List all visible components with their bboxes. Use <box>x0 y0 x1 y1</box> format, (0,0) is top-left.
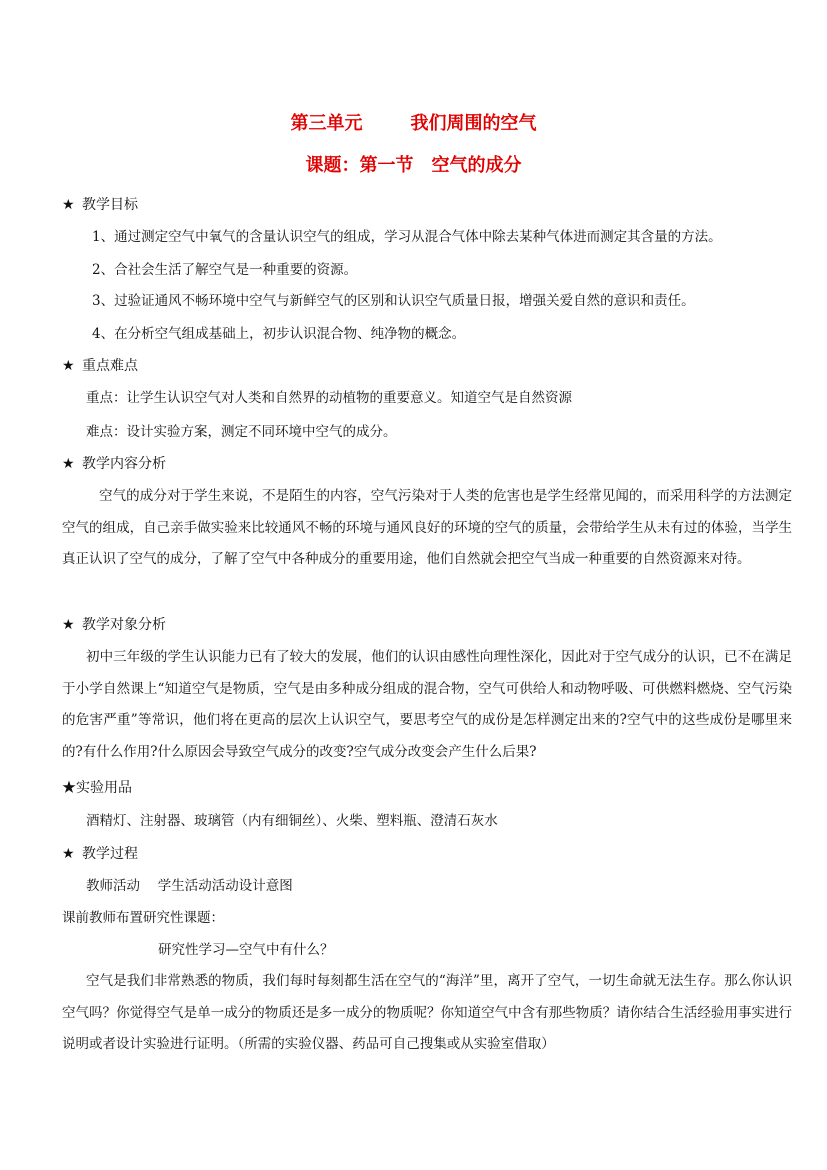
materials-heading: ★实验用品 <box>62 780 132 796</box>
objective-item: 3、过验证通风不畅环境中空气与新鲜空气的区别和认识空气质量日报，增强关爱自然的意识和责任。 <box>92 293 695 309</box>
materials-list: 酒精灯、注射器、玻璃管（内有细铜丝）、火柴、塑料瓶、澄清石灰水 <box>86 813 498 829</box>
key-point-focus: 重点：让学生认识空气对人类和自然界的动植物的重要意义。知道空气是自然资源 <box>86 390 572 406</box>
star-icon: ★ <box>62 456 75 472</box>
content-analysis-heading: ★ 教学内容分析 <box>62 456 166 472</box>
objective-item: 1、通过测定空气中氧气的含量认识空气的组成，学习从混合气体中除去某种气体进而测定其含量的方法。 <box>92 229 722 245</box>
audience-analysis-paragraph: 初中三年级的学生认识能力已有了较大的发展，他们的认识由感性向理性深化，因此对于空气成分的认识，已不在满足于小学自然课上“知道空气是物质，空气是由多种成分组成的混合物，空气可供给人和动物呼吸、可供燃料燃烧、空气污染的危害严重”等常识，他们将在更高的层次上认识空气，要思考空气的成份是怎样测定出来的?空气中的这些成份是哪里来的?有什么作用?什么原因会导致空气成分的改变?空气成分改变会产生什么后果? <box>62 649 792 760</box>
star-icon: ★ <box>62 197 75 213</box>
content-analysis-paragraph: 空气的成分对于学生来说，不是陌生的内容，空气污染对于人类的危害也是学生经常见闻的，而采用科学的方法测定空气的组成，自己亲手做实验来比较通风不畅的环境与通风良好的环境的空气的质量，会带给学生从未有过的体验，当学生真正认识了空气的成分，了解了空气中各种成分的重要用途，他们自然就会把空气当成一种重要的自然资源来对待。 <box>62 488 792 567</box>
unit-label: 第三单元 <box>290 113 363 134</box>
unit-title <box>0 112 827 136</box>
lesson-title <box>0 154 827 178</box>
star-icon: ★ <box>62 780 76 796</box>
pre-class-assignment: 课前教师布置研究性课题： <box>62 910 224 926</box>
star-icon: ★ <box>62 846 75 862</box>
lesson-name: 空气的成分 <box>431 155 522 176</box>
process-columns: 教师活动 学生活动活动设计意图 <box>86 878 293 894</box>
star-icon: ★ <box>62 617 75 633</box>
key-points-heading: ★ 重点难点 <box>62 358 138 374</box>
process-heading: ★ 教学过程 <box>62 846 138 862</box>
research-topic: 研究性学习—空气中有什么？ <box>158 942 334 958</box>
star-icon: ★ <box>62 358 75 374</box>
lesson-prefix: 课题：第一节 <box>305 155 414 176</box>
unit-name: 我们周围的空气 <box>410 113 537 134</box>
objective-item: 4、在分析空气组成基础上，初步认识混合物、纯净物的概念。 <box>92 326 466 342</box>
process-paragraph: 空气是我们非常熟悉的物质，我们每时每刻都生活在空气的“海洋”里，离开了空气，一切生命就无法生存。那么你认识空气吗？你觉得空气是单一成分的物质还是多一成分的物质呢？你知道空气中含有那些物质？请你结合生活经验用事实进行说明或者设计实验进行证明。（所需的实验仪器、药品可自己搜集或从实验室借取） <box>62 973 792 1052</box>
objective-item: 2、合社会生活了解空气是一种重要的资源。 <box>92 262 358 278</box>
key-point-difficulty: 难点：设计实验方案，测定不同环境中空气的成分。 <box>86 424 397 440</box>
audience-analysis-heading: ★ 教学对象分析 <box>62 617 166 633</box>
objectives-heading: ★ 教学目标 <box>62 197 138 213</box>
